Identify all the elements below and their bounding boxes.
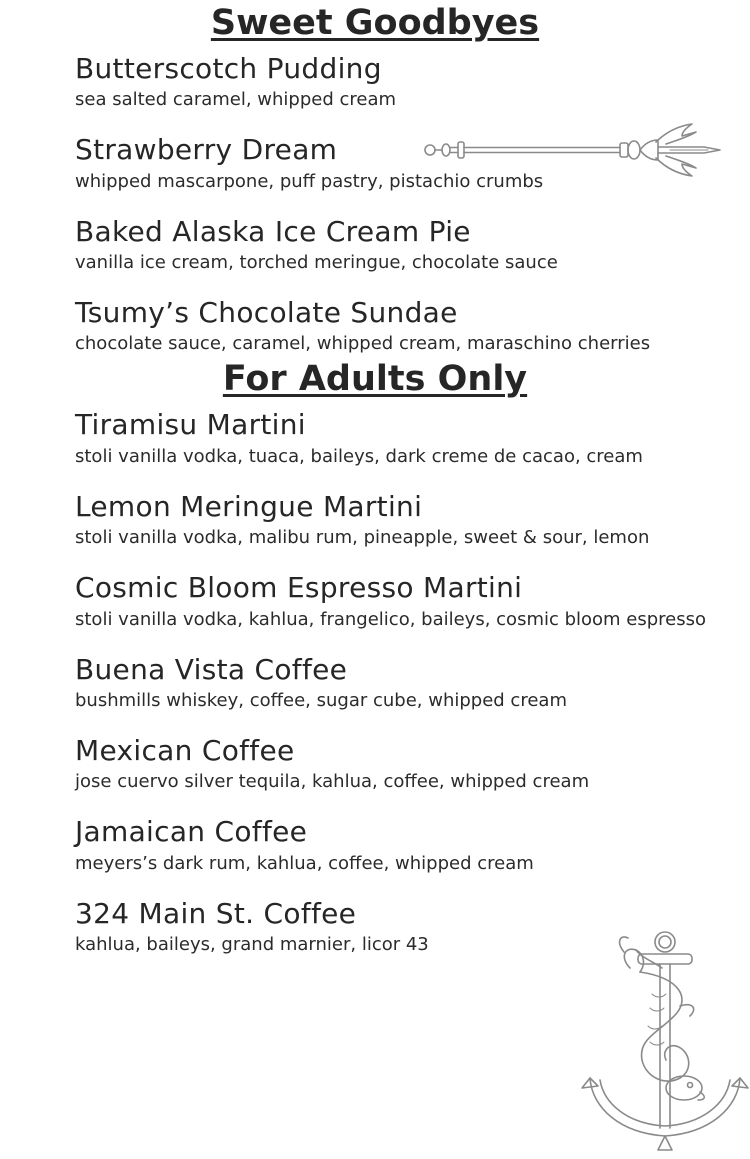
menu-item-name: Tsumy’s Chocolate Sundae	[75, 296, 458, 330]
menu-item	[75, 572, 730, 633]
menu-item-name: 324 Main St. Coffee	[75, 896, 357, 930]
menu-item-name: Baked Alaska Ice Cream Pie	[75, 214, 471, 248]
menu-item-description: stoli vanilla vodka, kahlua, frangelico, baileys, cosmic bloom espresso	[75, 608, 707, 630]
menu-item-description: meyers’s dark rum, kahlua, coffee, whipped cream	[75, 852, 534, 874]
menu-item	[75, 297, 730, 358]
menu-item-description: bushmills whiskey, coffee, sugar cube, whipped cream	[75, 689, 567, 711]
menu-item-description: kahlua, baileys, grand marnier, licor 43	[75, 933, 429, 955]
trident-icon	[420, 118, 725, 178]
menu-item-description: sea salted caramel, whipped cream	[75, 89, 397, 111]
menu-item-name: Butterscotch Pudding	[75, 52, 382, 85]
adult-drink-list	[0, 409, 750, 959]
menu-item-name: Buena Vista Coffee	[75, 652, 348, 686]
menu-item-description: vanilla ice cream, torched meringue, chocolate sauce	[75, 252, 558, 274]
dessert-list	[0, 53, 750, 358]
menu-item-description: stoli vanilla vodka, tuaca, baileys, dark creme de cacao, cream	[75, 445, 643, 467]
menu-item-description: whipped mascarpone, puff pastry, pistachio crumbs	[75, 170, 544, 192]
menu-item	[75, 491, 730, 552]
menu-item-name: Jamaican Coffee	[75, 815, 308, 849]
menu-item	[75, 53, 730, 114]
menu-item	[75, 735, 730, 796]
menu-item-name: Strawberry Dream	[75, 133, 338, 167]
menu-item-description: stoli vanilla vodka, malibu rum, pineapple, sweet & sour, lemon	[75, 527, 650, 549]
menu-item	[75, 816, 730, 877]
menu-item-name: Cosmic Bloom Espresso Martini	[75, 571, 523, 605]
section-title-sweet-goodbyes: Sweet Goodbyes	[210, 3, 540, 43]
menu-item-description: jose cuervo silver tequila, kahlua, coffee, whipped cream	[75, 771, 590, 793]
menu-item-description: chocolate sauce, caramel, whipped cream, maraschino cherries	[75, 333, 651, 355]
section-title-for-adults-only: For Adults Only	[222, 359, 528, 400]
menu-item-name: Tiramisu Martini	[75, 408, 306, 442]
menu-item-name: Mexican Coffee	[75, 733, 295, 767]
menu-item	[75, 216, 730, 277]
menu-item-name: Lemon Meringue Martini	[75, 489, 423, 523]
anchor-fish-icon	[580, 928, 750, 1153]
menu-item	[75, 409, 730, 470]
menu-item	[75, 654, 730, 715]
